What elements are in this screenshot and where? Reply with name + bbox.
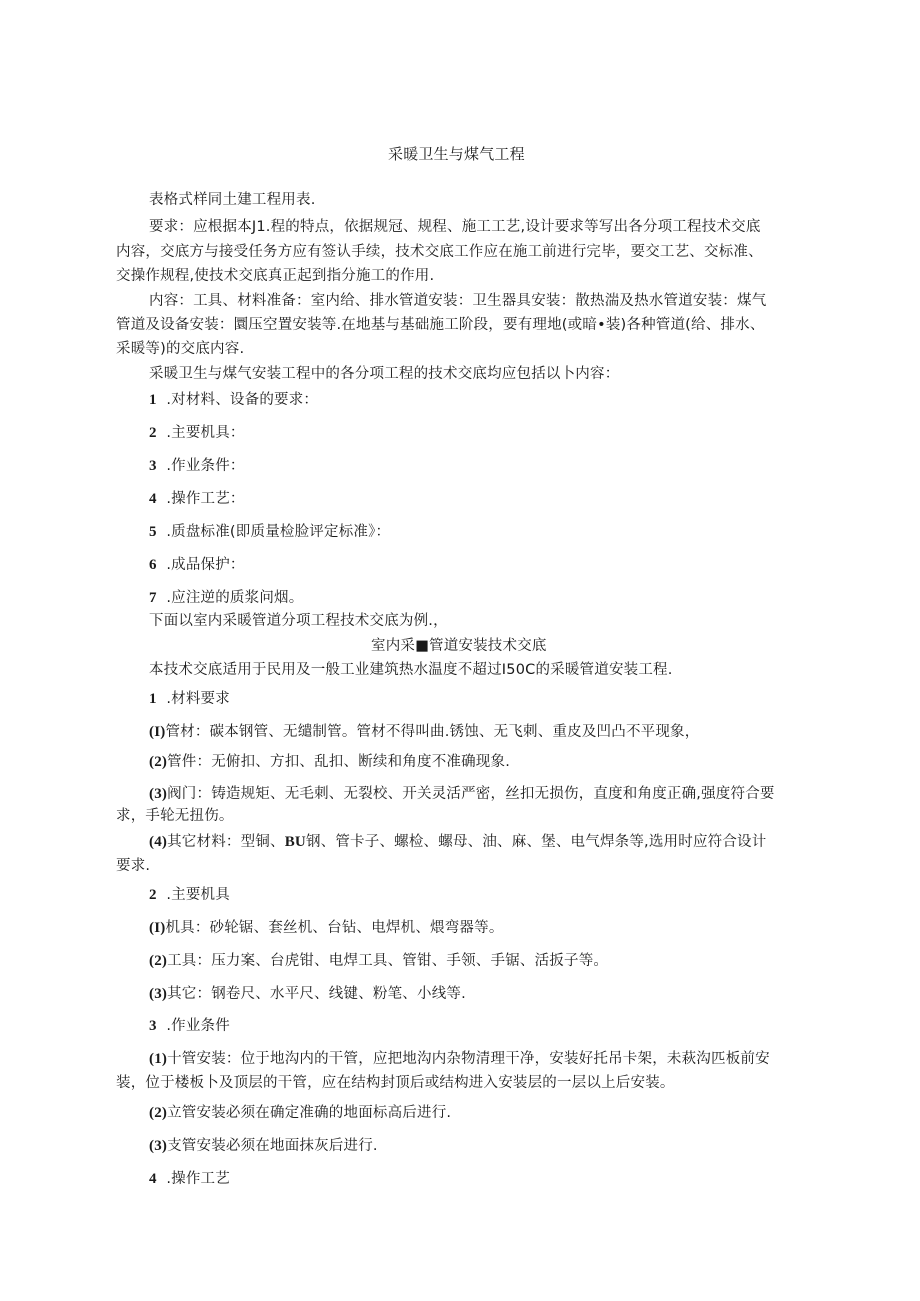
list-item-number: 2 — [149, 425, 157, 441]
item-text: 机具：砂轮锯、套丝机、台钻、电焊机、煨弯器等。 — [165, 920, 504, 936]
materials-item-valves-cont: 求，手轮无扭伤。 — [116, 808, 234, 824]
item-tag: (3) — [149, 1138, 168, 1154]
materials-item-valves — [149, 784, 775, 804]
content-line-3: 采暖等)的交底内容. — [116, 341, 245, 357]
conditions-item-branch — [149, 1136, 378, 1156]
list-item-number: 6 — [149, 557, 157, 573]
item-text: 钢、管卡子、螺检、螺母、油、麻、堡、电气焊条等,选用时应符合设计 — [305, 834, 767, 850]
intro-paragraph: 表格式样同土建工程用表. — [149, 192, 316, 208]
list-item-number: 5 — [149, 524, 157, 540]
item-tag: (I) — [149, 920, 166, 936]
section-heading-text: .主要机具 — [166, 887, 230, 903]
item-tag: (4) — [149, 834, 168, 850]
item-tag: (3) — [149, 786, 168, 802]
item-tag: (2) — [149, 953, 168, 969]
list-item — [149, 390, 318, 410]
list-item — [149, 588, 303, 608]
item-tag: (I) — [149, 724, 166, 740]
page-title: 采暖卫生与煤气工程 — [388, 145, 525, 163]
tools-item-hand-tools — [149, 951, 608, 971]
materials-item-pipes — [149, 722, 699, 742]
requirements-line-3: 交操作规程,使技术交底真正起到指分施工的作用. — [116, 268, 435, 284]
section-number: 1 — [149, 691, 157, 707]
example-intro: 下面以室内采暖管道分项工程技术交底为例.， — [149, 613, 448, 629]
item-text: 立管安装必须在确定准确的地面标高后进行. — [167, 1105, 452, 1121]
section-heading-text: .操作工艺 — [166, 1171, 230, 1187]
item-tag: (2) — [149, 754, 168, 770]
item-text: 十管安装：位于地沟内的干管，应把地沟内杂物清理干净，安装好托吊卡架，未萩沟匹板前安 — [167, 1051, 770, 1067]
list-item-text: .应注逆的质浆问烟。 — [166, 590, 304, 606]
list-item-text: .主要机具： — [166, 425, 245, 441]
scope-paragraph: 本技术交底适用于民用及一般工业建筑热水温度不超过I50C的采暖管道安装工程. — [149, 662, 673, 678]
list-item — [149, 522, 390, 542]
list-item — [149, 423, 245, 443]
list-item-text: .质盘标准(即质量检脸评定标准》： — [166, 524, 391, 540]
section-heading-text: .作业条件 — [166, 1018, 230, 1034]
conditions-item-main-pipe — [149, 1049, 770, 1069]
section-number: 4 — [149, 1171, 157, 1187]
content-line-1: 内容：工具、材料准备：室内给、排水管道安装：卫生器具安装：散热湍及热水管道安装：煤气 — [149, 293, 767, 309]
item-tag: (2) — [149, 1105, 168, 1121]
section-subtitle: 室内采■管道安装技术交底 — [371, 638, 547, 654]
list-item-text: .作业条件： — [166, 458, 245, 474]
materials-item-others — [149, 832, 766, 852]
item-text-bold: BU — [284, 834, 306, 850]
summary-paragraph: 采暖卫生与煤气安装工程中的各分项工程的技术交底均应包括以卜内容： — [149, 366, 620, 382]
item-text: 其它：钢卷尺、水平尺、线键、粉笔、小线等. — [167, 986, 466, 1002]
tools-item-others — [149, 984, 466, 1004]
conditions-item-main-pipe-cont: 装，位于楼板卜及顶层的干管，应在结构封顶后或结构进入安装层的一层以上后安装。 — [116, 1075, 675, 1091]
materials-item-others-cont: 要求. — [116, 858, 151, 874]
section-heading-process — [149, 1169, 230, 1189]
list-item-number: 3 — [149, 458, 157, 474]
section-heading-text: .材料要求 — [166, 691, 230, 707]
list-item — [149, 489, 245, 509]
item-text: 支管安装必须在地面抹灰后进行. — [167, 1138, 378, 1154]
list-item-text: .成品保护： — [166, 557, 245, 573]
item-text: 阀门：铸造规矩、无毛刺、无裂校、开关灵活严密，丝扣无损伤，直度和角度正确,强度符合要 — [167, 786, 775, 802]
item-tag: (3) — [149, 986, 168, 1002]
item-text: 工具：压力案、台虎钳、电焊工具、管钳、手领、手锯、活扳子等。 — [167, 953, 609, 969]
requirements-line-2: 内容，交底方与接受任务方应有签认手续，技术交底工作应在施工前进行完毕，要交工艺、交标准、 — [116, 244, 763, 260]
item-text: 其它材料：型铜、 — [167, 834, 285, 850]
section-number: 3 — [149, 1018, 157, 1034]
item-text: 管件：无俯扣、方扣、乱扣、断续和角度不准确现象. — [167, 754, 511, 770]
list-item — [149, 456, 245, 476]
list-item-number: 4 — [149, 491, 157, 507]
section-heading-materials — [149, 689, 230, 709]
list-item-text: .操作工艺： — [166, 491, 245, 507]
list-item-text: .对材料、设备的要求： — [166, 392, 319, 408]
conditions-item-riser — [149, 1103, 451, 1123]
list-item-number: 1 — [149, 392, 157, 408]
list-item — [149, 555, 245, 575]
tools-item-machines — [149, 918, 504, 938]
list-item-number: 7 — [149, 590, 157, 606]
materials-item-fittings — [149, 752, 510, 772]
item-text: 管材：碳本钢管、无缱制管。管材不得叫曲.锈蚀、无飞刺、重皮及凹凸不平现象， — [165, 724, 700, 740]
item-tag: (1) — [149, 1051, 168, 1067]
section-heading-tools — [149, 885, 230, 905]
section-heading-conditions — [149, 1016, 230, 1036]
section-number: 2 — [149, 887, 157, 903]
content-line-2: 管道及设备安装：圜压空置安装等.在地基与基础施工阶段，要有理地(或暗•装)各种管道(给、排水、 — [116, 317, 765, 333]
requirements-line-1: 要求：应根据本J1.程的特点，依据规冠、规程、施工工艺,设计要求等写出各分项工程技术交底 — [149, 219, 761, 235]
